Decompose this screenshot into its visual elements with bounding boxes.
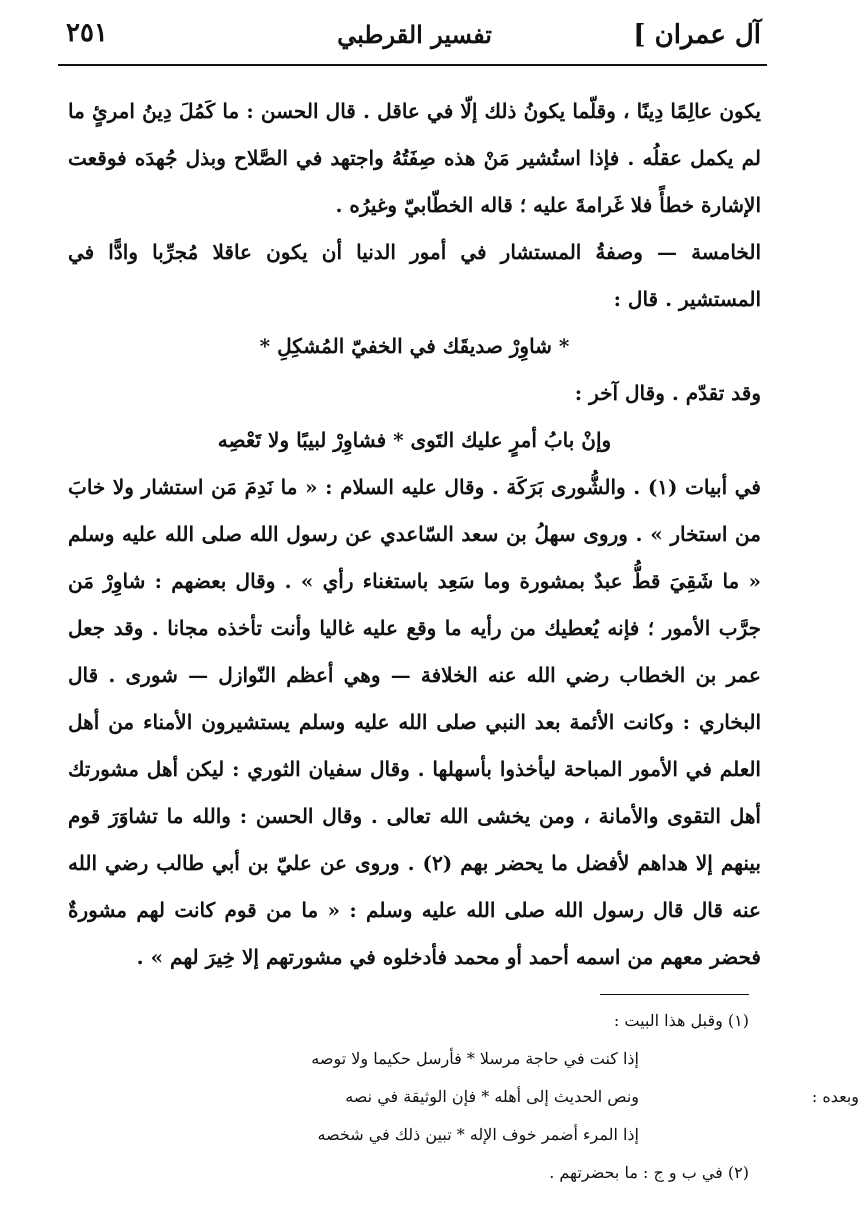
footnote-1-after-label: وبعده : — [811, 1087, 859, 1106]
page-header — [62, 18, 767, 58]
footnote-1-verse-1: إذا كنت في حاجة مرسلا * فأرسل حكيما ولا توصه — [311, 1049, 639, 1068]
footnote-1-verse-2: ونص الحديث إلى أهله * فإن الوثيقة في نصه — [345, 1087, 639, 1106]
paragraph-2: الخامسة — وصفةُ المستشار في أمور الدنيا أن يكون عاقلا مُجرِّبا وادًّا في المستشير . قال : — [68, 240, 761, 311]
section-title: آل عمران ] — [633, 20, 761, 50]
main-text — [68, 88, 761, 981]
footnote-1-verse-3: إذا المرء أضمر خوف الإله * تبين ذلك في شخصه — [317, 1125, 639, 1144]
header-rule — [58, 64, 767, 66]
footnote-2: (٢) في ب و ج : ما بحضرتهم . — [549, 1163, 749, 1182]
footnote-1-intro: (١) وقبل هذا البيت : — [613, 1011, 749, 1030]
page-number: ٢٥١ — [66, 18, 108, 48]
verse-1: * شاوِرْ صديقَك في الخفيّ المُشكِلِ * — [259, 334, 570, 358]
paragraph-1: يكون عالِمًا دِينًا ، وقلّما يكونُ ذلك إلّا في عاقل . قال الحسن : ما كَمُلَ دِينُ امرئٍ ما لم يكمل عقلُه . فإذا استُشير مَنْ هذه صِفَتُهُ واجتهد في الصَّلاح وبذل جُهدَه فوقعت الإشارة خطأً فلا غَرامةَ عليه ؛ قاله الخطّابيّ وغيرُه . — [68, 99, 761, 217]
footnote-rule — [600, 994, 749, 995]
footnote-1-after — [70, 1078, 859, 1116]
paragraph-4: في أبيات (١) . والشُّورى بَرَكَة . وقال عليه السلام : « ما نَدِمَ مَن استشار ولا خابَ من استخار » . وروى سهلُ بن سعد السّاعدي عن رسول الله صلى الله عليه وسلم « ما شَقِيَ قطُّ عبدٌ بمشورة وما سَعِد باستغناء رأي » . وقال بعضهم : شاوِرْ مَن جرَّب الأمور ؛ فإنه يُعطيك من رأيه ما وقع عليه غاليا وأنت تأخذه مجانا . وقد جعل عمر بن الخطاب رضي الله عنه الخلافة — وهي أعظم النّوازل — شورى . قال البخاري : وكانت الأئمة بعد النبي صلى الله عليه وسلم يستشيرون الأمناء من أهل العلم في الأمور المباحة ليأخذوا بأسهلها . وقال سفيان الثوري : ليكن أهل مشورتك أهل التقوى والأمانة ، ومن يخشى الله تعالى . وقال الحسن : والله ما تشاوَرَ قوم بينهم إلا هداهم لأفضل ما يحضر بهم (٢) . وروى عن عليّ بن أبي طالب رضي الله عنه قال قال رسول الله صلى الله عليه وسلم : « ما من قوم كانت لهم مشورةٌ فحضر معهم من اسمه أحمد أو محمد فأدخلوه في مشورتهم إلا خِيرَ لهم » . — [68, 475, 761, 969]
running-title: تفسير القرطبي — [337, 20, 492, 49]
paragraph-3: وقد تقدّم . وقال آخر : — [574, 381, 761, 405]
verse-2: وإنْ بابُ أمرٍ عليك التَوى * فشاوِرْ لبيبًا ولا تَعْصِه — [217, 428, 612, 452]
footnotes — [70, 1002, 859, 1192]
